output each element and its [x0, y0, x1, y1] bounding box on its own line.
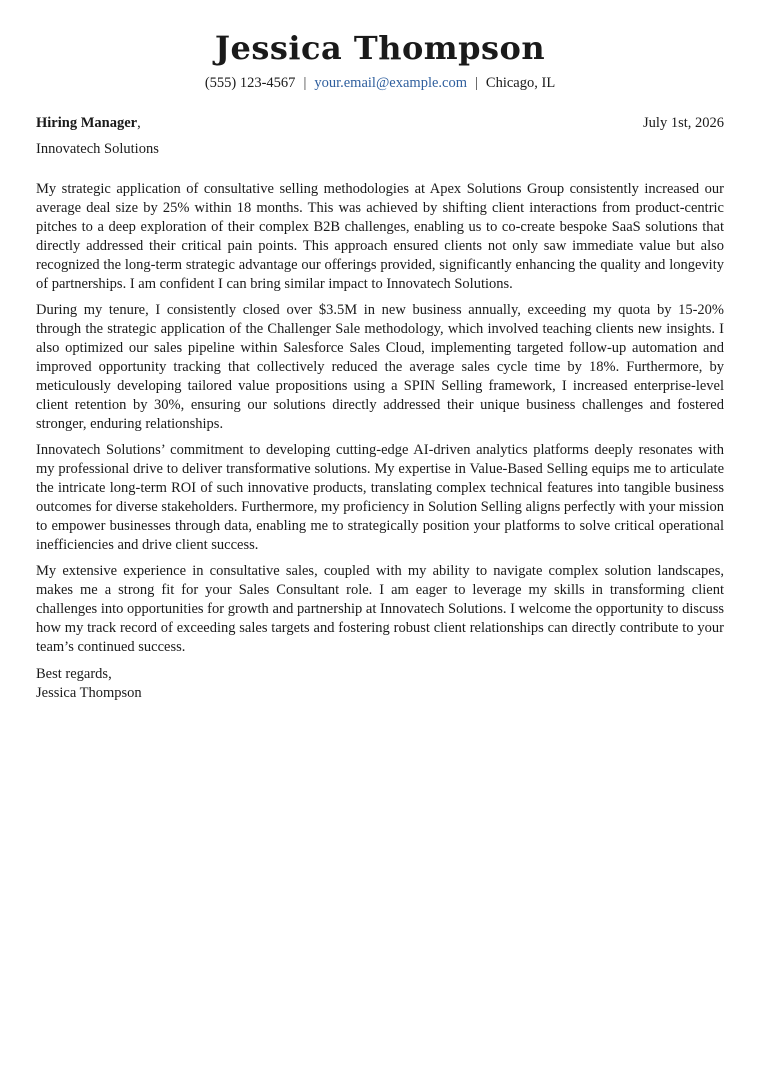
letter-date: July 1st, 2026	[643, 115, 724, 131]
recipient-title	[36, 114, 141, 132]
recipient-date-row	[36, 114, 724, 132]
recipient-company: Innovatech Solutions	[36, 141, 159, 157]
phone-number: (555) 123-4567	[204, 75, 296, 91]
recipient-title-text: Hiring Manager	[36, 115, 138, 131]
location: Chicago, IL	[485, 75, 556, 91]
applicant-name: Jessica Thompson	[214, 29, 546, 67]
body-paragraph-3: Innovatech Solutions’ commitment to developing cutting-edge AI-driven analytics platforms deeply resonates with my professional drive to deliver transformative solutions. My expertise in Value-Based Selling equips me to articulate the intricate long-term ROI of such innovative products, translating complex technical features into tangible business outcomes for diverse stakeholders. Furthermore, my proficiency in Solution Selling aligns perfectly with your mission to empower businesses through data, enabling me to strategically position your platforms to solve critical operational inefficiencies and drive client success.	[36, 442, 724, 553]
contact-separator: |	[475, 75, 478, 91]
closing-signature: Jessica Thompson	[36, 685, 142, 701]
email-link[interactable]: your.email@example.com	[314, 75, 468, 91]
letter-body	[36, 180, 724, 657]
letter-closing	[36, 665, 724, 703]
body-paragraph-4: My extensive experience in consultative sales, coupled with my ability to navigate complex solution landscapes, makes me a strong fit for your Sales Consultant role. I am eager to leverage my skills in transforming client challenges into opportunities for growth and partnership at Innovatech Solutions. I welcome the opportunity to discuss how my track record of exceeding sales targets and fostering robust client relationships can directly contribute to your team’s continued success.	[36, 563, 724, 655]
contact-line	[36, 74, 724, 92]
closing-salutation: Best regards,	[36, 666, 112, 682]
body-paragraph-1: My strategic application of consultative selling methodologies at Apex Solutions Group consistently increased our average deal size by 25% within 18 months. This was achieved by shifting client interactions from product-centric pitches to a deep exploration of their complex B2B challenges, enabling us to co-create bespoke SaaS solutions that directly addressed their critical pain points. This approach ensured clients not only saw immediate value but also recognized the long-term strategic advantage our offerings provided, significantly enhancing the quality and longevity of partnerships. I am confident I can bring similar impact to Innovatech Solutions.	[36, 181, 724, 292]
contact-separator: |	[303, 75, 307, 91]
body-paragraph-2: During my tenure, I consistently closed over $3.5M in new business annually, exceeding my quota by 15-20% through the strategic application of the Challenger Sale methodology, which involved teaching clients new insights. I also optimized our sales pipeline within Salesforce Sales Cloud, implementing targeted follow-up automation and improved opportunity tracking that collectively reduced the average sales cycle time by 18%. Furthermore, by meticulously developing tailored value propositions using a SPIN Selling framework, I increased enterprise-level client retention by 30%, ensuring our solutions directly addressed their unique business challenges and fostered stronger, enduring relationships.	[36, 302, 724, 432]
recipient-comma: ,	[137, 115, 141, 131]
